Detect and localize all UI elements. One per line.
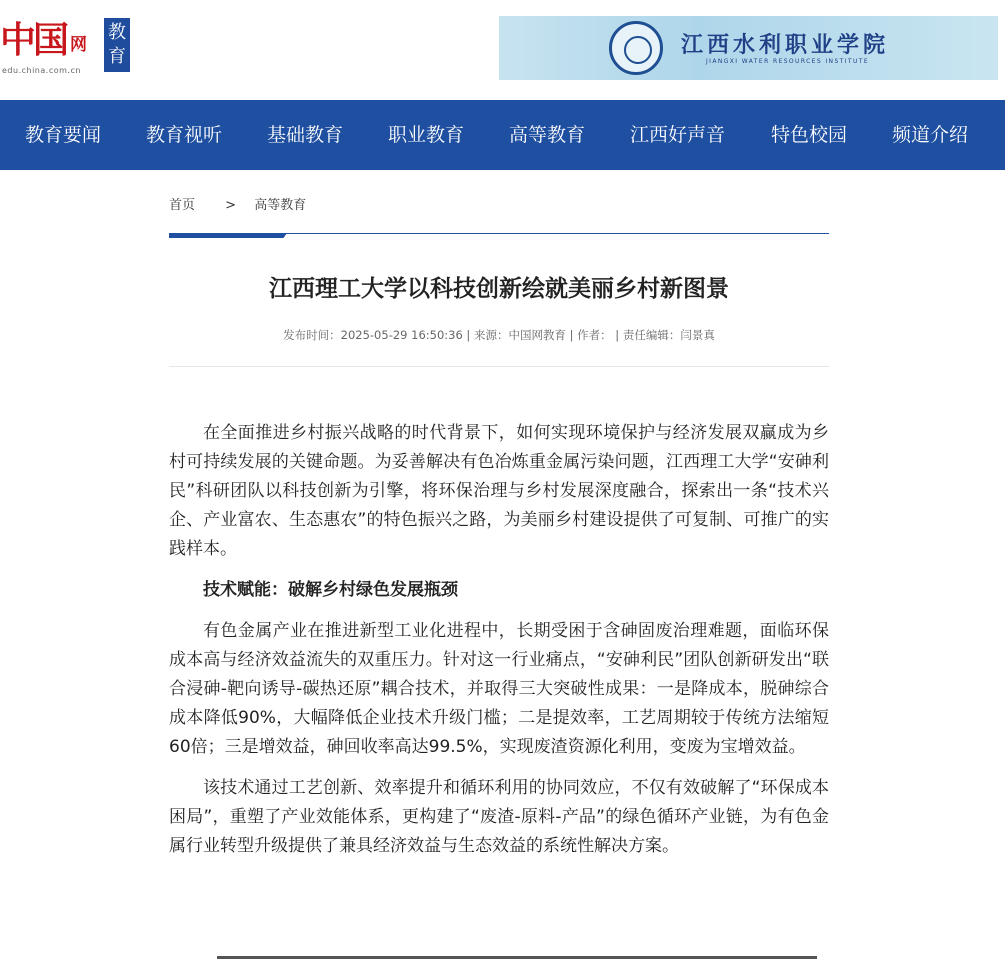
- nav-item-basic-education[interactable]: 基础教育: [267, 124, 344, 146]
- breadcrumb-current[interactable]: 高等教育: [254, 198, 307, 213]
- breadcrumb-home[interactable]: 首页: [169, 198, 196, 213]
- nav-item-channel-intro[interactable]: 频道介绍: [892, 124, 969, 146]
- breadcrumb: [169, 194, 306, 213]
- china-net-logo[interactable]: [0, 14, 135, 76]
- site-header: [0, 0, 1005, 100]
- article-paragraph: 该技术通过工艺创新、效率提升和循环利用的协同效应，不仅有效破解了“环保成本困局”，重塑了产业效能体系，更构建了“废渣-原料-产品”的绿色循环产业链，为有色金属行业转型升级提供了兼具经济效益与生态效益的系统性解决方案。: [169, 778, 829, 856]
- banner-school-name: 江西水利职业学院: [681, 32, 890, 58]
- channel-badge-line2: 育: [108, 46, 126, 67]
- article-title: 江西理工大学以科技创新绘就美丽乡村新图景: [269, 276, 729, 302]
- school-seal-icon: [609, 21, 663, 75]
- breadcrumb-separator: >: [225, 198, 237, 213]
- article-paragraph: 有色金属产业在推进新型工业化进程中，长期受困于含砷固废治理难题，面临环保成本高与经济效益流失的双重压力。针对这一行业痛点，“安砷利民”团队创新研发出“联合浸砷-靶向诱导-碳热还原”耦合技术，并取得三大突破性成果：一是降成本，脱砷综合成本降低90%，大幅降低企业技术升级门槛；二是提效率，工艺周期较于传统方法缩短60倍；三是增效益，砷回收率高达99.5%，实现废渣资源化利用，变废为宝增效益。: [169, 621, 829, 757]
- logo-main-text: 中国: [0, 19, 67, 61]
- article-meta: 发布时间：2025-05-29 16:50:36 | 来源：中国网教育 | 作者： | 责任编辑：闫景真: [283, 328, 715, 342]
- nav-item-higher-education[interactable]: 高等教育: [509, 124, 586, 146]
- nav-item-vocational-education[interactable]: 职业教育: [388, 124, 465, 146]
- article-paragraph: 在全面推进乡村振兴战略的时代背景下，如何实现环境保护与经济发展双赢成为乡村可持续发展的关键命题。为妥善解决有色冶炼重金属污染问题，江西理工大学“安砷利民”科研团队以科技创新为引擎，将环保治理与乡村发展深度融合，探索出一条“技术兴企、产业富农、生态惠农”的特色振兴之路，为美丽乡村建设提供了可复制、可推广的实践样本。: [169, 423, 829, 559]
- channel-badge-line1: 教: [108, 22, 126, 43]
- article-subheading: 技术赋能：破解乡村绿色发展瓶颈: [203, 580, 458, 600]
- channel-badge[interactable]: [104, 18, 130, 72]
- article-body: [169, 419, 829, 873]
- breadcrumb-accent-bar: [169, 233, 287, 238]
- banner-school-name-en: JIANGXI WATER RESOURCES INSTITUTE: [706, 58, 870, 65]
- nav-item-education-news[interactable]: 教育要闻: [25, 124, 102, 146]
- nav-item-featured-campus[interactable]: 特色校园: [771, 124, 848, 146]
- main-nav: [0, 100, 1005, 170]
- logo-wang-text: 网: [70, 35, 87, 55]
- nav-item-education-video[interactable]: 教育视听: [146, 124, 223, 146]
- nav-item-jiangxi-voice[interactable]: 江西好声音: [630, 124, 726, 146]
- meta-divider: [169, 366, 829, 367]
- sponsor-banner[interactable]: [499, 16, 998, 80]
- logo-domain: edu.china.com.cn: [2, 66, 81, 75]
